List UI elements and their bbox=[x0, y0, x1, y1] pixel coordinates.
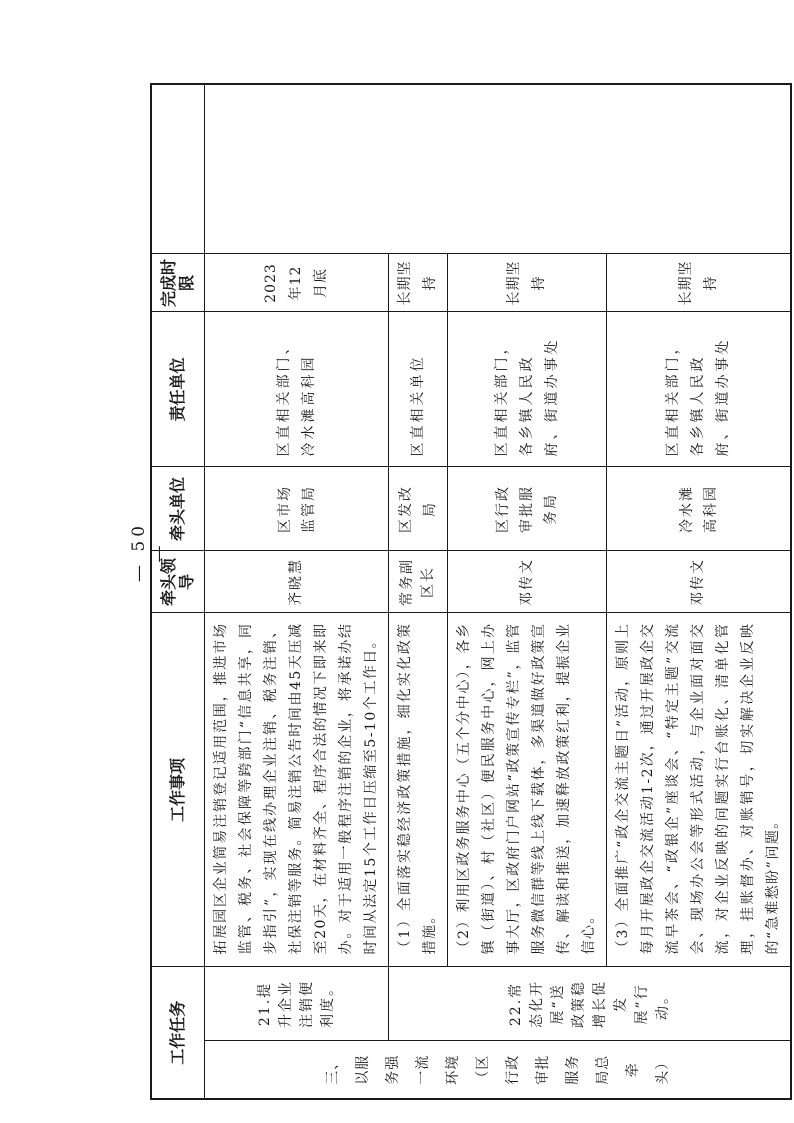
leader-cell: 齐晓慧 bbox=[205, 551, 389, 613]
header-item: 工作事项 bbox=[151, 613, 205, 967]
category-cell: 三、以服务强一流环境（区行政审批服务局总牵头） bbox=[205, 1041, 792, 1099]
task-table bbox=[150, 83, 792, 1100]
leader-cell: 邓传文 bbox=[448, 551, 607, 613]
blank-cell bbox=[205, 84, 792, 254]
leader-cell: 常务副区长 bbox=[389, 551, 448, 613]
unit-cell: 区市场监管局 bbox=[205, 467, 389, 551]
header-task: 工作任务 bbox=[151, 967, 205, 1099]
table-header-row bbox=[151, 84, 205, 1099]
item-cell: 拓展园区企业简易注销登记适用范围，推进市场监管、税务、社会保障等跨部门“信息共享，同步指引”，实现在线办理企业注销、税务注销、社保注销等服务。简易注销公告时间由45天压减至20天，在材料齐全、程序合法的情况下即来即办。对于适用一般程序注销的企业，将承诺办结时间从法定15个工作日压缩至5-10个工作日。 bbox=[205, 613, 389, 967]
task-cell: 22.常态化开展“送政策稳增长促发展”行动。 bbox=[389, 967, 792, 1041]
header-responsible: 责任单位 bbox=[151, 312, 205, 467]
item-cell: （3）全面推广“政企交流主题日”活动，原则上每月开展政企交流活动1-2次，通过开展政企交流早茶会、“政银企”座谈会、“特定主题”交流会、现场办公会等形式活动，与企业面对面交流，对企业反映的问题实行台账化、清单化管理，挂账督办、对账销号，切实解决企业反映的“急难愁盼”问题。 bbox=[607, 613, 792, 967]
leader-cell: 邓传文 bbox=[607, 551, 792, 613]
deadline-cell: 长期坚持 bbox=[607, 254, 792, 312]
responsible-cell: 区直相关部门，各乡镇人民政府、街道办事处 bbox=[607, 312, 792, 467]
header-lead-leader: 牵头领导 bbox=[151, 551, 205, 613]
page-number: — 50 — bbox=[129, 521, 169, 583]
rotated-landscape-page bbox=[150, 85, 781, 1100]
responsible-cell: 区直相关单位 bbox=[389, 312, 448, 467]
deadline-cell: 长期坚持 bbox=[448, 254, 607, 312]
responsible-cell: 区直相关部门，各乡镇人民政府、街道办事处 bbox=[448, 312, 607, 467]
header-lead-unit: 牵头单位 bbox=[151, 467, 205, 551]
item-cell: （2）利用区政务服务中心（五个分中心），各乡镇（街道）、村（社区）便民服务中心，网上办事大厅，区政府门户网站“政策宣传专栏”，监管服务微信群等线上线下载体，多渠道做好政策宣传、解读和推送，加速释放政策红利，提振企业信心。 bbox=[448, 613, 607, 967]
unit-cell: 区发改局 bbox=[389, 467, 448, 551]
header-spacer bbox=[151, 84, 205, 254]
header-deadline: 完成时限 bbox=[151, 254, 205, 312]
unit-cell: 冷水滩高科园 bbox=[607, 467, 792, 551]
task-cell: 21.提升企业注销便利度。 bbox=[205, 967, 389, 1041]
responsible-cell: 区直相关部门、冷水滩高科园 bbox=[205, 312, 389, 467]
deadline-cell: 长期坚持 bbox=[389, 254, 448, 312]
deadline-cell: 2023年12月底 bbox=[205, 254, 389, 312]
unit-cell: 区行政审批服务局 bbox=[448, 467, 607, 551]
table-row bbox=[205, 84, 389, 1099]
item-cell: （1）全面落实稳经济政策措施，细化实化政策措施。 bbox=[389, 613, 448, 967]
